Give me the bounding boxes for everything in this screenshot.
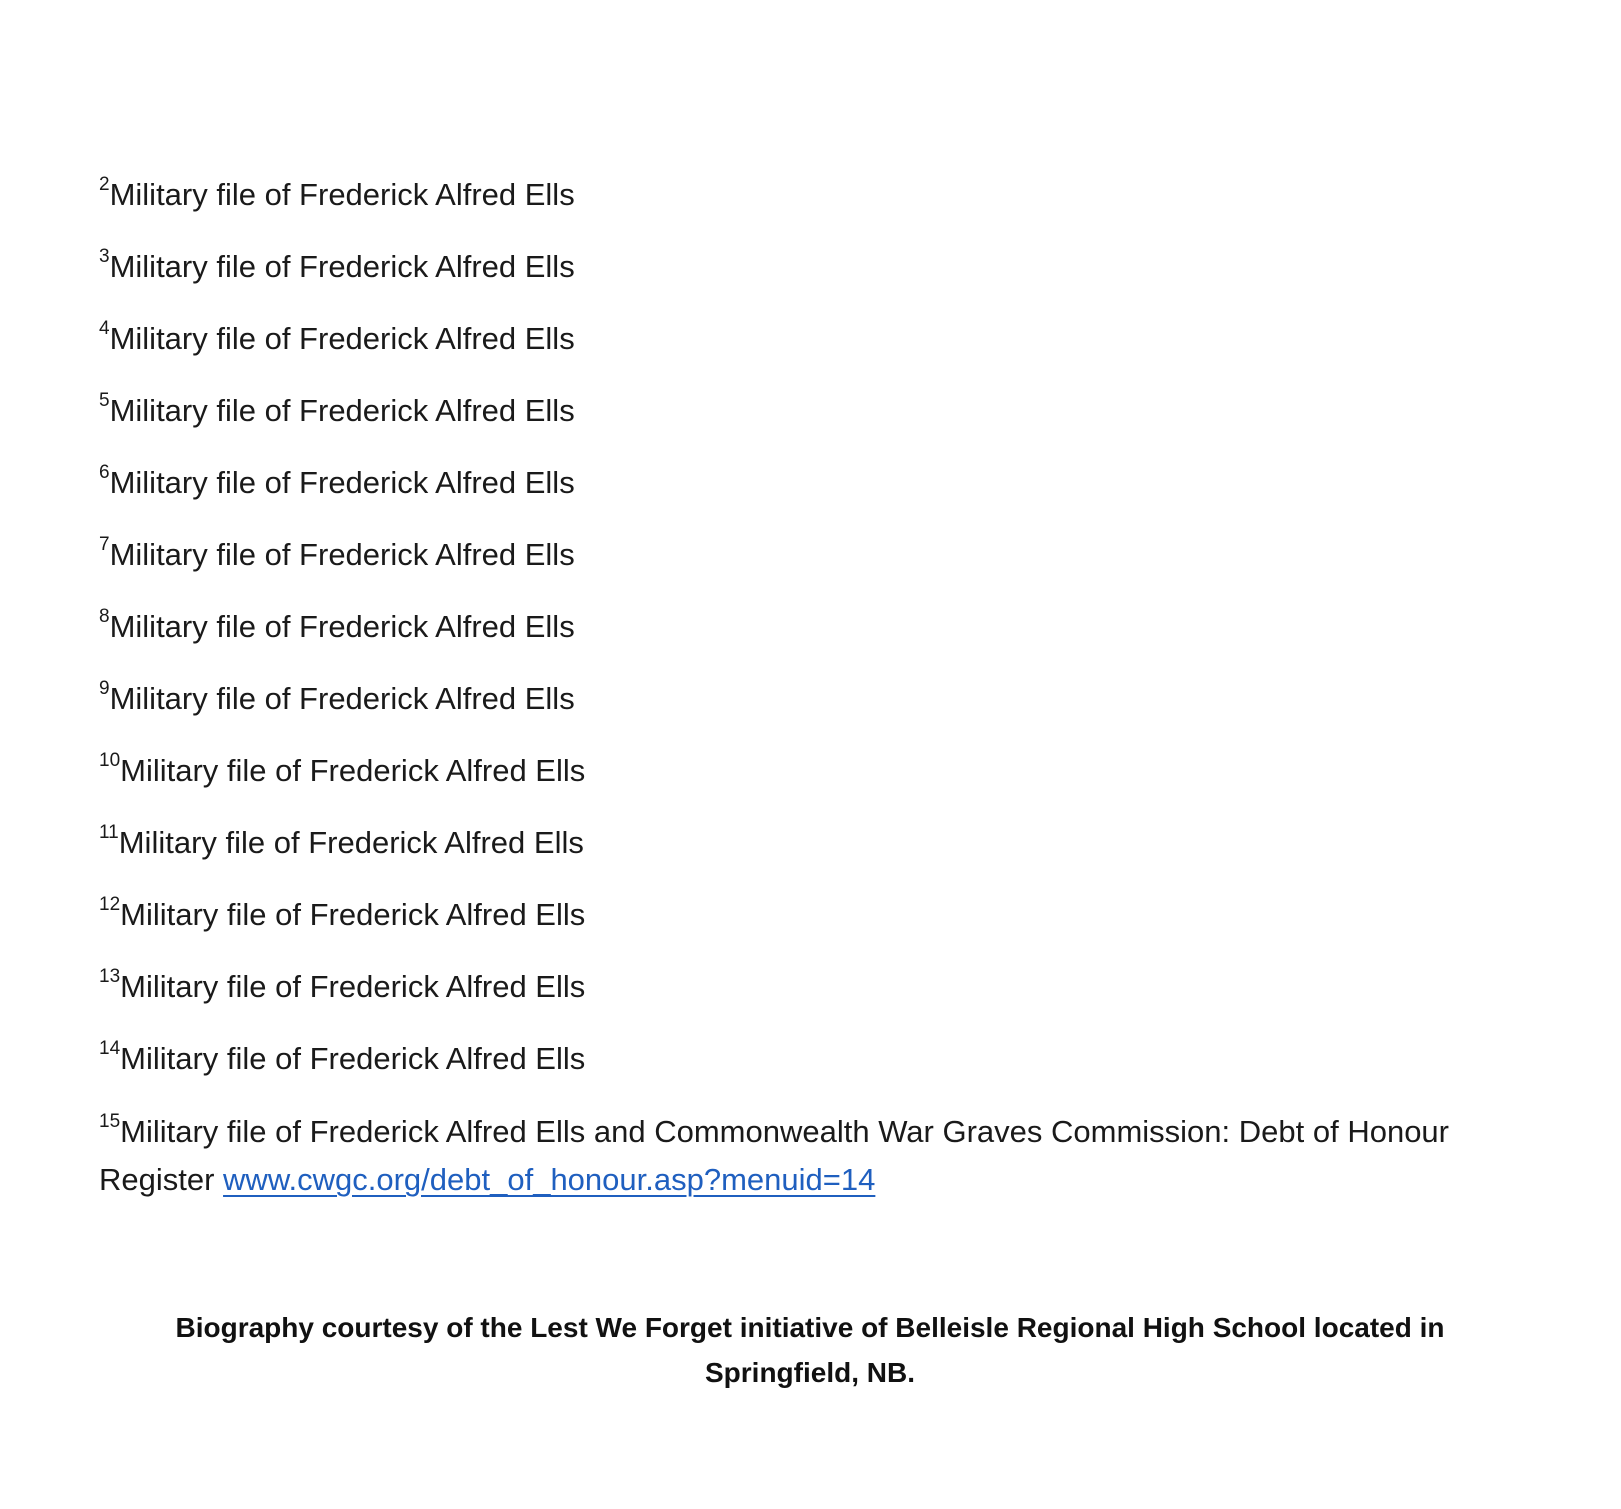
cwgc-link[interactable]: www.cwgc.org/debt_of_honour.asp?menuid=14: [223, 1162, 876, 1197]
footnote: [99, 604, 1519, 650]
footnote: [99, 748, 1519, 794]
footnote-number: 10: [99, 749, 121, 771]
footnote-text: Military file of Frederick Alfred Ells: [109, 465, 575, 500]
footnote-text: Military file of Frederick Alfred Ells: [120, 1041, 586, 1076]
footnote-number: 11: [99, 821, 119, 843]
footnote: [99, 1108, 1519, 1204]
footnote: [99, 388, 1519, 434]
footnote: [99, 316, 1519, 362]
footnote: [99, 964, 1519, 1010]
footnote-text: Military file of Frederick Alfred Ells: [109, 177, 575, 212]
footnote-text: Military file of Frederick Alfred Ells: [109, 537, 575, 572]
footnote-number: 8: [99, 605, 110, 627]
footnote-number: 5: [99, 389, 110, 411]
footnote-text: Military file of Frederick Alfred Ells: [109, 681, 575, 716]
footnote-text: Military file of Frederick Alfred Ells: [118, 825, 584, 860]
footnote-number: 14: [99, 1037, 121, 1059]
footnote-text: Military file of Frederick Alfred Ells: [109, 321, 575, 356]
footnote-list: [99, 172, 1519, 1230]
footnote: [99, 820, 1519, 866]
footnote-text: Military file of Frederick Alfred Ells: [109, 393, 575, 428]
footnote-text: Military file of Frederick Alfred Ells: [109, 609, 575, 644]
footnote-number: 4: [99, 317, 110, 339]
footnote-text: Military file of Frederick Alfred Ells and Commonwealth War Graves Commission: Debt of Honour Register: [99, 1114, 1449, 1197]
footnote: [99, 244, 1519, 290]
footnote-number: 12: [99, 893, 121, 915]
footnote-number: 6: [99, 461, 110, 483]
footnote-number: 2: [99, 173, 110, 195]
footnote: [99, 460, 1519, 506]
footnote: [99, 532, 1519, 578]
footnote-text: Military file of Frederick Alfred Ells: [120, 969, 586, 1004]
footnote-number: 13: [99, 965, 121, 987]
footnote-number: 3: [99, 245, 110, 267]
footnote: [99, 676, 1519, 722]
footnote-number: 7: [99, 533, 110, 555]
footnote: [99, 1036, 1519, 1082]
biography-credit: Biography courtesy of the Lest We Forget initiative of Belleisle Regional High School located in Springfield, NB.: [175, 1312, 1445, 1388]
footnote-text: Military file of Frederick Alfred Ells: [109, 249, 575, 284]
footnote-text: Military file of Frederick Alfred Ells: [120, 753, 586, 788]
footnote-number: 15: [99, 1110, 121, 1132]
footnote-number: 9: [99, 677, 110, 699]
footnote: [99, 892, 1519, 938]
footnote: [99, 172, 1519, 218]
footnote-text: Military file of Frederick Alfred Ells: [120, 897, 586, 932]
